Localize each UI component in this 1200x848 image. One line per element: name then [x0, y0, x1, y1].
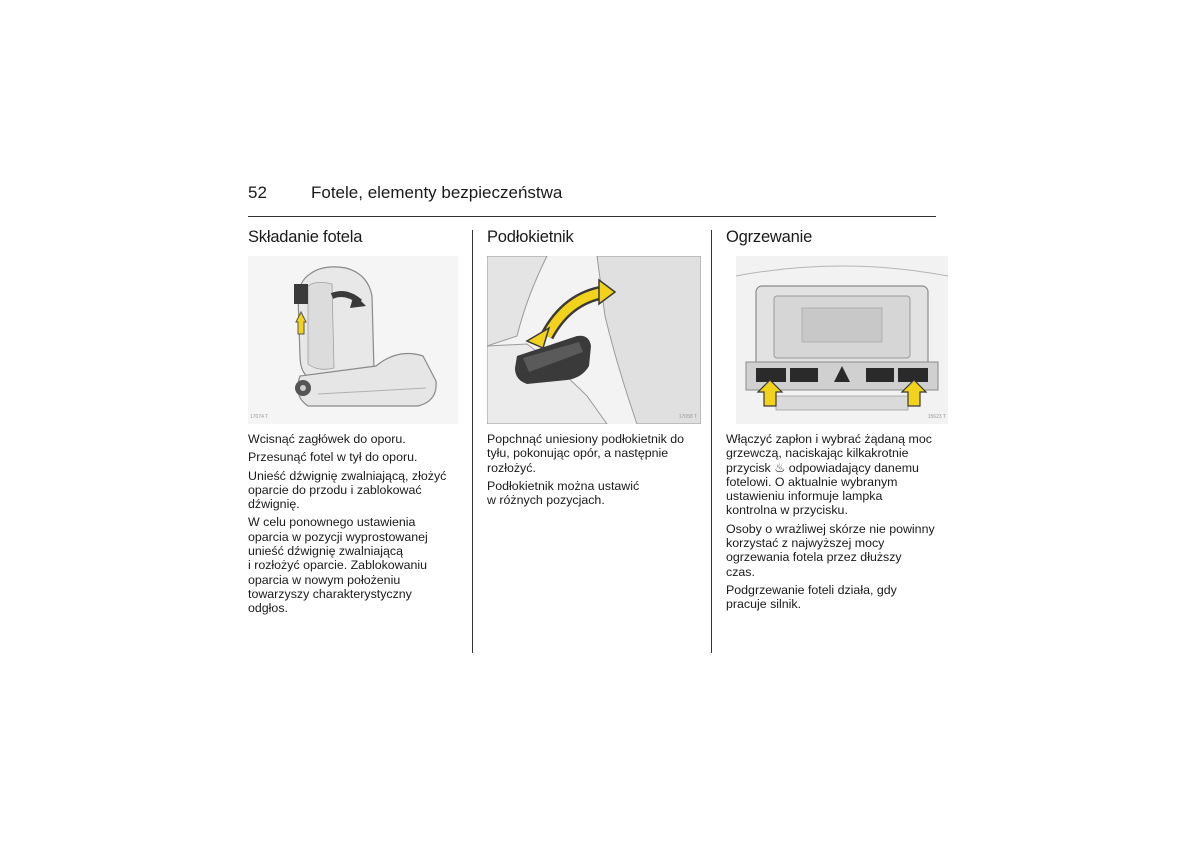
- page-number: 52: [248, 183, 267, 202]
- header-divider: [248, 216, 936, 217]
- section-armrest: [487, 228, 713, 511]
- paragraph: Włączyć zapłon i wybrać żądaną moc grzewczą, naciskając kilkakrotnie przycisk ♨ odpowiadający danemu fotelowi. O aktualnie wybranym ustawieniu informuje lampka kontrolna w przycisku.: [726, 432, 932, 518]
- section-heating: [726, 228, 952, 616]
- figure-code: 17058 T: [678, 414, 697, 420]
- section-text: [726, 432, 952, 612]
- section-heading: Składanie fotela: [248, 228, 363, 246]
- paragraph: Osoby o wrażliwej skórze nie powinny korzystać z najwyższej mocy ogrzewania fotela przez dłuższy czas.: [726, 521, 935, 579]
- paragraph: Przesunąć fotel w tył do oporu.: [248, 450, 418, 465]
- paragraph: Podgrzewanie foteli działa, gdy pracuje silnik.: [726, 582, 897, 612]
- seat-folding-illustration: [248, 256, 458, 424]
- section-heading: Ogrzewanie: [726, 228, 813, 246]
- paragraph: Popchnąć uniesiony podłokietnik do tyłu, pokonując opór, a następnie rozłożyć.: [487, 432, 685, 475]
- seat-heating-illustration: [736, 256, 948, 424]
- paragraph: Unieść dźwignię zwalniającą, złożyć oparcie do przodu i zablokować dźwignię.: [248, 468, 447, 512]
- armrest-illustration: [487, 256, 701, 424]
- section-seat-folding: [248, 228, 474, 620]
- paragraph: Wcisnąć zagłówek do oporu.: [248, 432, 406, 446]
- section-text: [487, 432, 713, 507]
- section-heading: Podłokietnik: [487, 228, 574, 246]
- figure-code: 17074 T: [250, 414, 269, 420]
- paragraph: Podłokietnik można ustawić w różnych pozycjach.: [487, 478, 640, 508]
- figure-code: 15623 T: [927, 414, 946, 420]
- page-title: Fotele, elementy bezpieczeństwa: [311, 183, 563, 202]
- paragraph: W celu ponownego ustawienia oparcia w pozycji wyprostowanej unieść dźwignię zwalniającą i rozłożyć oparcie. Zablokowaniu oparcia w nowym położeniu towarzyszy charakterystyczny odgłos.: [248, 515, 428, 616]
- section-text: [248, 432, 474, 616]
